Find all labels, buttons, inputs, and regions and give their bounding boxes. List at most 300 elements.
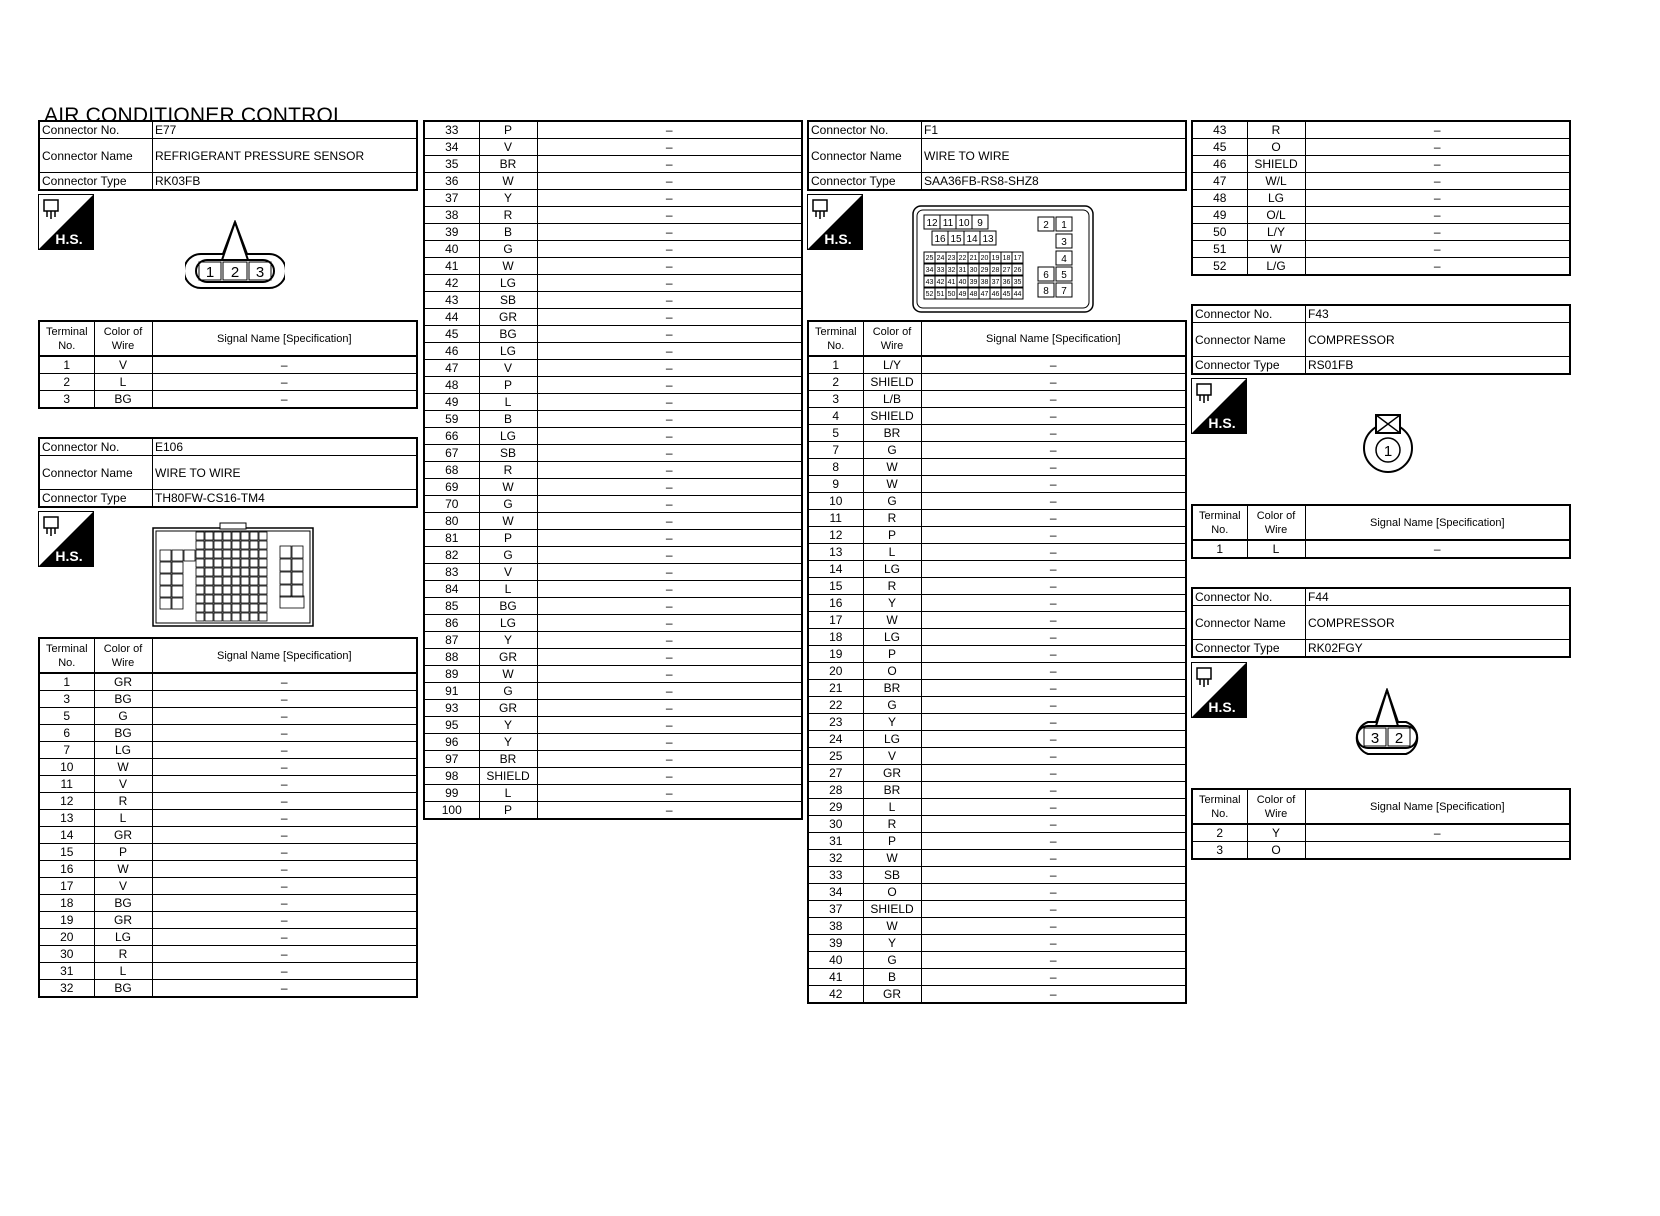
signal-name-cell: – — [921, 544, 1186, 561]
wire-color-cell: SB — [479, 292, 537, 309]
wire-color-cell: R — [479, 462, 537, 479]
wire-color-cell: W — [479, 513, 537, 530]
terminal-no-cell: 16 — [808, 595, 863, 612]
table-row — [808, 527, 1186, 544]
table-row — [424, 190, 802, 207]
terminal-no-cell: 4 — [808, 408, 863, 425]
wire-color-cell: Y — [479, 734, 537, 751]
pin-label: 7 — [1061, 286, 1067, 297]
pin-label: 51 — [936, 291, 945, 298]
terminal-no-cell: 85 — [424, 598, 479, 615]
table-row — [39, 861, 417, 878]
terminal-no-cell: 1 — [808, 356, 863, 374]
wire-color-cell: W — [863, 459, 921, 476]
wire-color-cell: P — [863, 833, 921, 850]
signal-name-cell: – — [537, 666, 802, 683]
table-row — [39, 374, 417, 391]
table-row — [424, 394, 802, 411]
pin-label: 17 — [1013, 255, 1022, 262]
table-row — [808, 391, 1186, 408]
wire-color-cell: BG — [94, 691, 152, 708]
pin-label: 2 — [1043, 220, 1049, 231]
signal-name-cell: – — [152, 391, 417, 409]
terminal-no-cell: 47 — [424, 360, 479, 377]
pin-label: 32 — [947, 267, 956, 274]
hs-label: H.S. — [824, 231, 852, 247]
terminal-no-cell: 17 — [808, 612, 863, 629]
wire-color-cell: GR — [479, 649, 537, 666]
pin-label: 26 — [1013, 267, 1022, 274]
signal-name-cell: – — [921, 680, 1186, 697]
table-row — [39, 356, 417, 374]
table-row — [808, 952, 1186, 969]
table-row — [39, 742, 417, 759]
terminal-no-cell: 83 — [424, 564, 479, 581]
terminal-no-cell: 30 — [39, 946, 94, 963]
pin-label: 48 — [969, 291, 978, 298]
table-row — [424, 343, 802, 360]
pin-label: 4 — [1061, 254, 1067, 265]
terminal-no-cell: 16 — [39, 861, 94, 878]
wire-color-cell: G — [863, 697, 921, 714]
terminal-no-cell: 37 — [424, 190, 479, 207]
wire-color-cell: W — [1247, 241, 1305, 258]
wire-color-cell: SHIELD — [863, 901, 921, 918]
table-row — [808, 408, 1186, 425]
table-row — [808, 680, 1186, 697]
page-title: AIR CONDITIONER CONTROL — [44, 104, 345, 127]
table-row — [39, 912, 417, 929]
connector-e106-terminal-table-continued — [423, 120, 803, 820]
table-row — [39, 980, 417, 998]
wire-color-cell: GR — [479, 700, 537, 717]
table-row — [808, 663, 1186, 680]
table-row — [424, 734, 802, 751]
signal-name-cell: – — [1305, 224, 1570, 241]
signal-name-cell: – — [537, 785, 802, 802]
signal-name-cell: – — [537, 292, 802, 309]
pin-label: 34 — [925, 267, 934, 274]
terminal-no-cell: 70 — [424, 496, 479, 513]
signal-name-cell: – — [1305, 824, 1570, 842]
pin-label: 1 — [1061, 220, 1067, 231]
terminal-no-cell: 9 — [808, 476, 863, 493]
signal-name-cell: – — [921, 578, 1186, 595]
pin-label: 29 — [980, 267, 989, 274]
table-row — [39, 929, 417, 946]
signal-name-cell: – — [537, 207, 802, 224]
wire-color-cell: W/L — [1247, 173, 1305, 190]
connector-f43-info — [1191, 304, 1571, 375]
signal-name-cell: – — [152, 912, 417, 929]
connector-name-label: Connector Name — [39, 139, 153, 173]
wire-color-cell: L — [1247, 540, 1305, 558]
wire-color-cell: L/G — [1247, 258, 1305, 276]
terminal-no-cell: 10 — [808, 493, 863, 510]
wire-color-cell: R — [863, 510, 921, 527]
table-row — [39, 895, 417, 912]
hs-label: H.S. — [1208, 699, 1236, 715]
table-row — [1192, 173, 1570, 190]
table-row — [808, 714, 1186, 731]
terminal-no-cell: 25 — [808, 748, 863, 765]
signal-name-cell: – — [921, 714, 1186, 731]
wire-color-cell: V — [94, 356, 152, 374]
wire-color-cell: L — [479, 394, 537, 411]
connector-no-value: F1 — [922, 121, 1187, 139]
wire-color-cell: P — [863, 527, 921, 544]
signal-name-cell: – — [152, 793, 417, 810]
terminal-no-cell: 41 — [424, 258, 479, 275]
terminal-no-cell: 46 — [1192, 156, 1247, 173]
pin-label: 33 — [936, 267, 945, 274]
table-row — [808, 782, 1186, 799]
signal-name-cell: – — [921, 833, 1186, 850]
terminal-no-cell: 32 — [39, 980, 94, 998]
signal-name-cell: – — [537, 564, 802, 581]
table-header-row — [39, 638, 417, 673]
table-row — [424, 632, 802, 649]
table-row — [424, 292, 802, 309]
table-row — [424, 360, 802, 377]
table-row — [424, 445, 802, 462]
signal-name-cell: – — [152, 742, 417, 759]
terminal-no-cell: 12 — [808, 527, 863, 544]
wire-color-cell: Y — [479, 632, 537, 649]
terminal-no-cell: 47 — [1192, 173, 1247, 190]
hs-connector-icon — [38, 511, 94, 567]
table-row — [39, 725, 417, 742]
column-header-signal-name: Signal Name [Specification] — [152, 638, 417, 673]
terminal-no-cell: 38 — [808, 918, 863, 935]
wire-color-cell: G — [479, 547, 537, 564]
wire-color-cell: L — [94, 810, 152, 827]
terminal-no-cell: 82 — [424, 547, 479, 564]
pin-label: 39 — [969, 279, 978, 286]
terminal-no-cell: 3 — [808, 391, 863, 408]
table-row — [39, 691, 417, 708]
terminal-no-cell: 33 — [424, 121, 479, 139]
pin-label: 13 — [982, 234, 994, 245]
signal-name-cell: – — [921, 935, 1186, 952]
signal-name-cell: – — [537, 649, 802, 666]
terminal-no-cell: 34 — [424, 139, 479, 156]
table-row — [808, 646, 1186, 663]
signal-name-cell: – — [537, 547, 802, 564]
wire-color-cell: W — [863, 476, 921, 493]
wire-color-cell: L — [94, 963, 152, 980]
terminal-no-cell: 15 — [39, 844, 94, 861]
terminal-no-cell: 14 — [808, 561, 863, 578]
wire-color-cell: W — [863, 850, 921, 867]
pin-label: 28 — [991, 267, 1000, 274]
connector-name-value: WIRE TO WIRE — [922, 139, 1187, 173]
terminal-no-cell: 81 — [424, 530, 479, 547]
signal-name-cell: – — [537, 275, 802, 292]
terminal-no-cell: 52 — [1192, 258, 1247, 276]
signal-name-cell: – — [921, 442, 1186, 459]
terminal-no-cell: 45 — [1192, 139, 1247, 156]
terminal-no-cell: 6 — [39, 725, 94, 742]
wire-color-cell: LG — [94, 929, 152, 946]
signal-name-cell: – — [1305, 241, 1570, 258]
terminal-no-cell: 2 — [39, 374, 94, 391]
column-header-signal-name: Signal Name [Specification] — [921, 321, 1186, 356]
terminal-no-cell: 5 — [808, 425, 863, 442]
wire-color-cell: W — [479, 173, 537, 190]
table-row — [808, 578, 1186, 595]
signal-name-cell: – — [537, 530, 802, 547]
table-row — [39, 878, 417, 895]
table-row — [424, 309, 802, 326]
table-row — [424, 530, 802, 547]
table-row — [424, 683, 802, 700]
connector-no-value: F44 — [1306, 588, 1571, 606]
signal-name-cell: – — [921, 527, 1186, 544]
wire-color-cell: W — [479, 258, 537, 275]
signal-name-cell: – — [537, 751, 802, 768]
wire-color-cell: P — [863, 646, 921, 663]
connector-f1-info — [807, 120, 1187, 191]
wire-color-cell: BG — [94, 980, 152, 998]
pin-label: 24 — [936, 255, 945, 262]
terminal-no-cell: 13 — [39, 810, 94, 827]
terminal-no-cell: 87 — [424, 632, 479, 649]
terminal-no-cell: 59 — [424, 411, 479, 428]
table-row — [808, 476, 1186, 493]
table-row — [1192, 824, 1570, 842]
hs-label: H.S. — [55, 548, 83, 564]
wire-color-cell: SB — [479, 445, 537, 462]
table-row — [808, 612, 1186, 629]
table-row — [424, 785, 802, 802]
table-header-row — [1192, 789, 1570, 824]
terminal-no-cell: 13 — [808, 544, 863, 561]
terminal-no-cell: 34 — [808, 884, 863, 901]
signal-name-cell: – — [152, 725, 417, 742]
terminal-no-cell: 33 — [808, 867, 863, 884]
wire-color-cell: L — [94, 374, 152, 391]
wire-color-cell: SB — [863, 867, 921, 884]
signal-name-cell: – — [537, 598, 802, 615]
pin-label: 50 — [947, 291, 956, 298]
wire-color-cell: G — [863, 952, 921, 969]
terminal-no-cell: 46 — [424, 343, 479, 360]
signal-name-cell: – — [921, 476, 1186, 493]
table-row — [808, 850, 1186, 867]
signal-name-cell: – — [921, 884, 1186, 901]
terminal-no-cell: 3 — [39, 691, 94, 708]
table-row — [1192, 540, 1570, 558]
signal-name-cell: – — [537, 156, 802, 173]
table-row — [1192, 190, 1570, 207]
pin-label: 1 — [1383, 443, 1393, 460]
signal-name-cell: – — [921, 867, 1186, 884]
signal-name-cell: – — [537, 411, 802, 428]
wire-color-cell: B — [479, 411, 537, 428]
table-row — [1192, 207, 1570, 224]
terminal-no-cell: 86 — [424, 615, 479, 632]
terminal-no-cell: 80 — [424, 513, 479, 530]
signal-name-cell: – — [537, 309, 802, 326]
table-row — [808, 510, 1186, 527]
table-row — [424, 224, 802, 241]
signal-name-cell: – — [152, 691, 417, 708]
table-header-row — [1192, 505, 1570, 540]
signal-name-cell: – — [537, 394, 802, 411]
terminal-no-cell: 43 — [1192, 121, 1247, 139]
signal-name-cell: – — [152, 980, 417, 998]
signal-name-cell: – — [921, 901, 1186, 918]
signal-name-cell: – — [537, 496, 802, 513]
table-row — [424, 241, 802, 258]
wire-color-cell: P — [479, 530, 537, 547]
table-row — [808, 595, 1186, 612]
signal-name-cell: – — [921, 969, 1186, 986]
table-row — [808, 544, 1186, 561]
table-row — [808, 748, 1186, 765]
table-row — [808, 356, 1186, 374]
signal-name-cell: – — [921, 391, 1186, 408]
table-row — [424, 139, 802, 156]
signal-name-cell: – — [921, 561, 1186, 578]
signal-name-cell: – — [1305, 207, 1570, 224]
terminal-no-cell: 11 — [808, 510, 863, 527]
signal-name-cell: – — [537, 173, 802, 190]
table-row — [424, 496, 802, 513]
wire-color-cell: V — [479, 564, 537, 581]
connector-type-value: RS01FB — [1306, 357, 1571, 375]
column-header-color-of-wire: Color of Wire — [94, 638, 152, 673]
signal-name-cell: – — [1305, 156, 1570, 173]
wire-color-cell: BG — [479, 598, 537, 615]
terminal-no-cell: 69 — [424, 479, 479, 496]
connector-f44-info — [1191, 587, 1571, 658]
wire-color-cell: W — [479, 479, 537, 496]
terminal-no-cell: 35 — [424, 156, 479, 173]
table-row — [424, 700, 802, 717]
table-row — [39, 946, 417, 963]
hs-label: H.S. — [1208, 415, 1236, 431]
table-row — [808, 816, 1186, 833]
signal-name-cell: – — [152, 946, 417, 963]
wire-color-cell: SHIELD — [479, 768, 537, 785]
signal-name-cell: – — [921, 782, 1186, 799]
pin-label: 43 — [925, 279, 934, 286]
wire-color-cell: L — [863, 799, 921, 816]
column-header-terminal-no: Terminal No. — [39, 321, 94, 356]
table-row — [424, 377, 802, 394]
terminal-no-cell: 36 — [424, 173, 479, 190]
table-row — [1192, 258, 1570, 276]
signal-name-cell: – — [537, 258, 802, 275]
wire-color-cell: V — [863, 748, 921, 765]
table-row — [424, 326, 802, 343]
signal-name-cell: – — [537, 462, 802, 479]
pin-label: 3 — [1370, 730, 1380, 747]
connector-e77-info — [38, 120, 418, 191]
terminal-no-cell: 96 — [424, 734, 479, 751]
table-row — [1192, 121, 1570, 139]
wire-color-cell: O — [1247, 139, 1305, 156]
terminal-no-cell: 49 — [424, 394, 479, 411]
signal-name-cell: – — [537, 428, 802, 445]
table-row — [424, 802, 802, 820]
signal-name-cell — [1305, 842, 1570, 860]
wire-color-cell: GR — [479, 309, 537, 326]
terminal-no-cell: 19 — [808, 646, 863, 663]
wire-color-cell: O — [863, 663, 921, 680]
signal-name-cell: – — [921, 646, 1186, 663]
wire-color-cell: V — [479, 360, 537, 377]
wire-color-cell: LG — [479, 615, 537, 632]
connector-type-label: Connector Type — [39, 490, 153, 508]
connector-f1-terminal-table-continued — [1191, 120, 1571, 276]
table-row — [808, 629, 1186, 646]
wire-color-cell: R — [1247, 121, 1305, 139]
connector-f43-terminal-table — [1191, 504, 1571, 559]
connector-name-label: Connector Name — [1192, 606, 1306, 640]
terminal-no-cell: 49 — [1192, 207, 1247, 224]
terminal-no-cell: 12 — [39, 793, 94, 810]
pin-label: 3 — [255, 264, 265, 281]
pin-label: 2 — [230, 264, 240, 281]
column-header-color-of-wire: Color of Wire — [1247, 505, 1305, 540]
table-row — [424, 156, 802, 173]
table-row — [39, 759, 417, 776]
wire-color-cell: O/L — [1247, 207, 1305, 224]
terminal-no-cell: 18 — [808, 629, 863, 646]
signal-name-cell: – — [921, 629, 1186, 646]
pin-label: 49 — [958, 291, 967, 298]
signal-name-cell: – — [921, 731, 1186, 748]
signal-name-cell: – — [152, 673, 417, 691]
signal-name-cell: – — [921, 918, 1186, 935]
table-row — [424, 564, 802, 581]
wire-color-cell: B — [863, 969, 921, 986]
terminal-no-cell: 39 — [808, 935, 863, 952]
wire-color-cell: BG — [479, 326, 537, 343]
terminal-no-cell: 1 — [39, 356, 94, 374]
wire-color-cell: O — [1247, 842, 1305, 860]
hs-connector-icon — [38, 194, 94, 250]
wire-color-cell: L — [479, 581, 537, 598]
table-row — [424, 615, 802, 632]
table-row — [1192, 842, 1570, 860]
terminal-no-cell: 21 — [808, 680, 863, 697]
connector-e106-face-diagram — [152, 522, 314, 628]
wire-color-cell: SHIELD — [1247, 156, 1305, 173]
table-row — [39, 844, 417, 861]
wire-color-cell: L/Y — [863, 356, 921, 374]
pin-label: 20 — [980, 255, 989, 262]
table-row — [424, 768, 802, 785]
pin-label: 2 — [1394, 730, 1404, 747]
table-header-row — [808, 321, 1186, 356]
signal-name-cell: – — [921, 765, 1186, 782]
hs-connector-icon — [1191, 378, 1247, 434]
signal-name-cell: – — [537, 190, 802, 207]
signal-name-cell: – — [921, 425, 1186, 442]
terminal-no-cell: 40 — [808, 952, 863, 969]
wire-color-cell: LG — [94, 742, 152, 759]
pin-label: 12 — [926, 218, 938, 229]
pin-label: 44 — [1013, 291, 1022, 298]
signal-name-cell: – — [537, 513, 802, 530]
wire-color-cell: BR — [479, 751, 537, 768]
table-row — [1192, 139, 1570, 156]
pin-label: 41 — [947, 279, 956, 286]
